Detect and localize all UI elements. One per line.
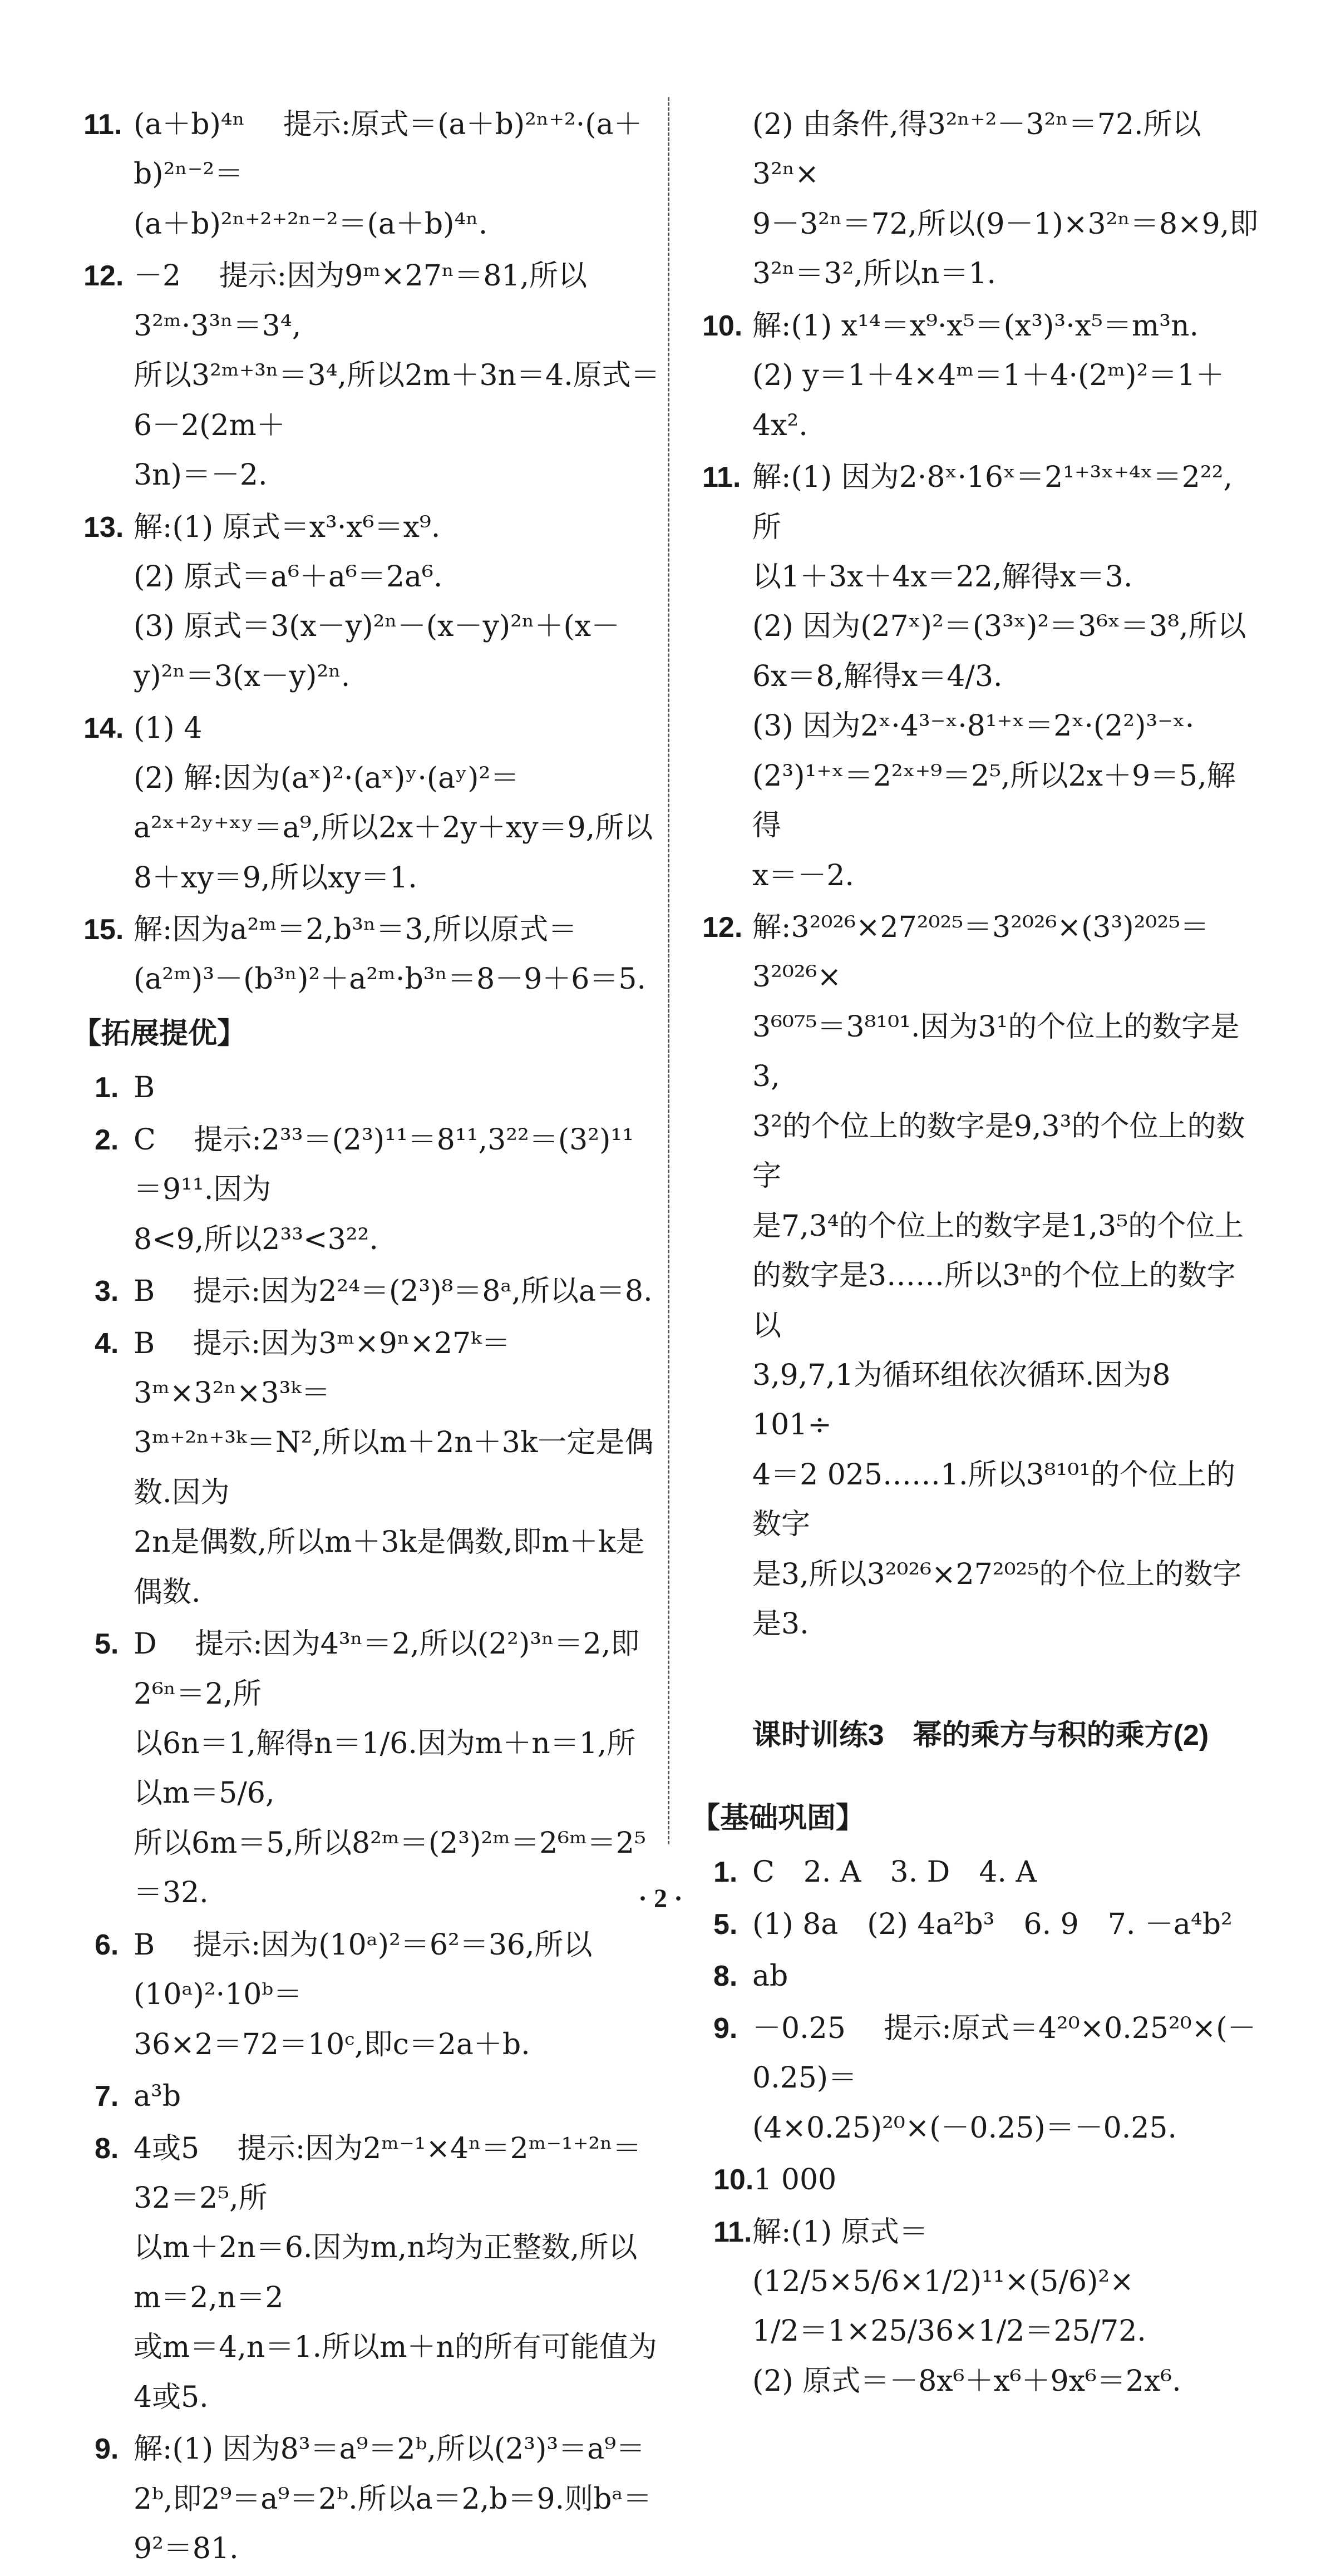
answer-line: 解:(1) x¹⁴＝x⁹·x⁵＝(x³)³·x⁵＝m³n. [752,309,1199,343]
answer-line: (2) y＝1＋4×4ᵐ＝1＋4·(2ᵐ)²＝1＋4x². [752,359,1225,442]
answer-item [702,2208,1259,2407]
answer-line: 以1＋3x＋4x＝22,解得x＝3. [752,560,1133,594]
lesson-title: 课时训练3 幂的乘方与积的乘方(2) [752,1719,1209,1751]
answer-line: 3²ⁿ＝3²,所以n＝1. [752,257,996,291]
item-body [753,2155,1259,2205]
answer-line: 解:(1) 原式＝x³·x⁶＝x⁹. [134,510,441,544]
answer-item [83,2072,662,2121]
answer-line: 是3,所以3²⁰²⁶×27²⁰²⁵的个位上的数字 [752,1557,1242,1591]
answer-line: 解:因为a²ᵐ＝2,b³ⁿ＝3,所以原式＝ [134,913,578,946]
continuation-block [702,100,1259,299]
item-number: 6. [95,1928,119,1961]
left-column [72,100,662,2576]
item-number: 3. [95,1275,119,1308]
answer-line: 解:(1) 因为2·8ˣ·16ˣ＝2¹⁺³ˣ⁺⁴ˣ＝2²²,所 [752,461,1233,544]
answer-line: 所以6m＝5,所以8²ᵐ＝(2³)²ᵐ＝2⁶ᵐ＝2⁵＝32. [134,1826,646,1910]
answer-line: 解:3²⁰²⁶×27²⁰²⁵＝3²⁰²⁶×(3³)²⁰²⁵＝3²⁰²⁶× [752,911,1210,994]
answer-item [83,1267,662,1316]
answer-line: 的数字是3……所以3ⁿ的个位上的数字以 [752,1259,1236,1343]
item-number: 1. [713,1856,738,1889]
column-divider [668,97,669,1844]
item-body [134,1921,662,2070]
item-number: 13. [83,511,124,544]
answer-line: －0.25 提示:原式＝4²⁰×0.25²⁰×(－0.25)＝ [752,2011,1256,2095]
answer-item [83,1620,662,1918]
answer-item [702,1952,1259,2001]
item-number: 1. [95,1072,119,1104]
item-number: 12. [83,260,124,293]
answer-item [83,1921,662,2070]
answer-item [83,503,662,702]
answer-item [83,704,662,903]
answer-line: x＝－2. [752,858,854,892]
answer-line: a³b [134,2080,181,2114]
answer-line: B 提示:因为(10ᵃ)²＝6²＝36,所以(10ᵃ)²·10ᵇ＝ [134,1928,593,2012]
item-number: 5. [713,1908,738,1941]
item-body [752,2208,1259,2407]
answer-line: (4×0.25)²⁰×(－0.25)＝－0.25. [752,2111,1177,2145]
item-body [134,1267,662,1316]
answer-item [702,2155,1259,2205]
answer-line: －2 提示:因为9ᵐ×27ⁿ＝81,所以3²ᵐ·3³ⁿ＝3⁴, [134,259,588,343]
item-number: 9. [713,2012,738,2045]
answer-item [83,1319,662,1618]
answer-line: (1) 8a (2) 4a²b³ 6. 9 7. －a⁴b² [752,1907,1233,1941]
answer-line: (a＋b)⁴ⁿ 提示:原式＝(a＋b)²ⁿ⁺²·(a＋b)²ⁿ⁻²＝ [134,108,643,191]
item-body [752,903,1259,1650]
item-body [134,1620,662,1918]
answer-line: 所以3²ᵐ⁺³ⁿ＝3⁴,所以2m＋3n＝4.原式＝6－2(2m＋ [134,359,660,442]
answer-line: 3,9,7,1为循环组依次循环.因为8 101÷ [752,1358,1171,1442]
item-body [752,453,1259,901]
answer-line: 2ᵇ,即2⁹＝a⁹＝2ᵇ.所以a＝2,b＝9.则bᵃ＝ [134,2482,652,2516]
answer-line: 以6n＝1,解得n＝1/6.因为m＋n＝1,所以m＝5/6, [134,1727,636,1810]
answer-line: 是7,3⁴的个位上的数字是1,3⁵的个位上 [752,1209,1244,1243]
item-number: 12. [702,911,743,944]
answer-line: B [134,1071,155,1105]
answer-item [83,100,662,249]
answer-line: (3) 原式＝3(x－y)²ⁿ－(x－y)²ⁿ＋(x－ [134,610,620,644]
item-body [134,1116,662,1265]
item-number: 2. [95,1123,119,1156]
answer-item [83,2124,662,2423]
answer-line: 8<9,所以2³³<3²². [134,1222,378,1256]
answer-line: C 2. A 3. D 4. A [752,1855,1037,1889]
answer-line: (2) 原式＝a⁶＋a⁶＝2a⁶. [134,560,443,594]
item-number: 9. [95,2433,119,2466]
item-number: 10. [702,309,743,342]
answer-line: B 提示:因为3ᵐ×9ⁿ×27ᵏ＝3ᵐ×3²ⁿ×3³ᵏ＝ [134,1326,511,1410]
answer-line: (2³)¹⁺ˣ＝2²ˣ⁺⁹＝2⁵,所以2x＋9＝5,解得 [752,759,1236,843]
section-title-basic: 【基础巩固】 [691,1802,865,1834]
right-column [691,100,1259,2409]
answer-line: (2) 解:因为(aˣ)²·(aˣ)ʸ·(aʸ)²＝ [134,761,520,795]
item-number: 7. [95,2080,119,2113]
answer-line: (2) 原式＝－8x⁶＋x⁶＋9x⁶＝2x⁶. [752,2364,1181,2398]
item-body [134,905,662,1005]
item-number: 11. [713,2215,752,2248]
answer-item [83,1063,662,1113]
answer-item [702,2004,1259,2153]
answer-line: 3ᵐ⁺²ⁿ⁺³ᵏ＝N²,所以m＋2n＋3k一定是偶数.因为 [134,1426,654,1509]
item-body [134,100,662,249]
page-number: · 2 · [638,1884,683,1913]
answer-line: 4＝2 025……1.所以3⁸¹⁰¹的个位上的数字 [752,1458,1236,1542]
answer-line: 9²＝81. [134,2532,239,2565]
answer-line: (a＋b)²ⁿ⁺²⁺²ⁿ⁻²＝(a＋b)⁴ⁿ. [134,207,488,241]
item-number: 11. [83,108,122,141]
item-body [752,1952,1259,2001]
answer-line: 4或5 提示:因为2ᵐ⁻¹×4ⁿ＝2ᵐ⁻¹⁺²ⁿ＝32＝2⁵,所 [134,2131,642,2215]
answer-item [83,1116,662,1265]
answer-line: ab [752,1960,788,1993]
answer-item [83,251,662,500]
answer-line: D 提示:因为4³ⁿ＝2,所以(2²)³ⁿ＝2,即2⁶ⁿ＝2,所 [134,1627,640,1711]
item-number: 15. [83,914,124,946]
answer-line: 解:(1) 因为8³＝a⁹＝2ᵇ,所以(2³)³＝a⁹＝ [134,2432,645,2466]
item-body [134,704,662,903]
answer-line: C 提示:2³³＝(2³)¹¹＝8¹¹,3²²＝(3²)¹¹＝9¹¹.因为 [134,1123,634,1207]
answer-item [702,903,1259,1650]
item-number: 8. [713,1960,738,1993]
answer-line: 解:(1) 原式＝(12/5×5/6×1/2)¹¹×(5/6)²× [752,2215,1134,2298]
item-number: 8. [95,2132,119,2165]
answer-line: 8＋xy＝9,所以xy＝1. [134,861,417,895]
item-number: 4. [95,1327,119,1360]
answer-line: 3²的个位上的数字是9,3³的个位上的数字 [752,1109,1245,1193]
answer-line: 36×2＝72＝10ᶜ,即c＝2a＋b. [134,2027,530,2061]
item-body [752,302,1259,451]
item-body [134,2072,662,2121]
answer-line: (a²ᵐ)³－(b³ⁿ)²＋a²ᵐ·b³ⁿ＝8－9＋6＝5. [134,963,646,996]
section-title-extension: 【拓展提优】 [72,1017,247,1050]
item-number: 5. [95,1628,119,1661]
answer-line: y)²ⁿ＝3(x－y)²ⁿ. [134,659,351,693]
answer-item [702,453,1259,901]
answer-item [702,302,1259,451]
answer-line: 1 000 [753,2163,837,2197]
item-number: 11. [702,461,741,494]
answer-line: (2) 由条件,得3²ⁿ⁺²－3²ⁿ＝72.所以3²ⁿ× [752,108,1201,191]
answer-line: 3⁶⁰⁷⁵＝3⁸¹⁰¹.因为3¹的个位上的数字是3, [752,1010,1240,1094]
item-body [134,1063,662,1113]
item-body [134,1319,662,1618]
answer-line: 是3. [752,1607,809,1641]
answer-line: (1) 4 [134,712,203,746]
answer-item [83,2425,662,2574]
item-number: 10. [713,2164,754,2197]
answer-line: 2n是偶数,所以m＋3k是偶数,即m＋k是偶数. [134,1526,645,1609]
answer-line: 以m＋2n＝6.因为m,n均为正整数,所以m＝2,n＝2 [134,2231,638,2315]
item-body [134,2124,662,2423]
answer-line: (3) 因为2ˣ·4³⁻ˣ·8¹⁺ˣ＝2ˣ·(2²)³⁻ˣ· [752,709,1195,743]
answer-line: (2) 因为(27ˣ)²＝(3³ˣ)²＝3⁶ˣ＝3⁸,所以 [752,610,1246,644]
answer-line: 6x＝8,解得x＝4/3. [752,659,1003,693]
item-body [134,2425,662,2574]
answer-line: a²ˣ⁺²ʸ⁺ˣʸ＝a⁹,所以2x＋2y＋xy＝9,所以 [134,811,653,845]
answer-line: 1/2＝1×25/36×1/2＝25/72. [752,2315,1146,2348]
answer-item [83,905,662,1005]
answer-line: 9－3²ⁿ＝72,所以(9－1)×3²ⁿ＝8×9,即 [752,207,1259,241]
answer-line: 或m＝4,n＝1.所以m＋n的所有可能值为4或5. [134,2331,657,2414]
answer-line: B 提示:因为2²⁴＝(2³)⁸＝8ᵃ,所以a＝8. [134,1275,653,1309]
answer-line: 3n)＝－2. [134,458,268,492]
item-body [134,503,662,702]
item-body [752,2004,1259,2153]
item-number: 14. [83,712,124,745]
item-body [134,251,662,500]
